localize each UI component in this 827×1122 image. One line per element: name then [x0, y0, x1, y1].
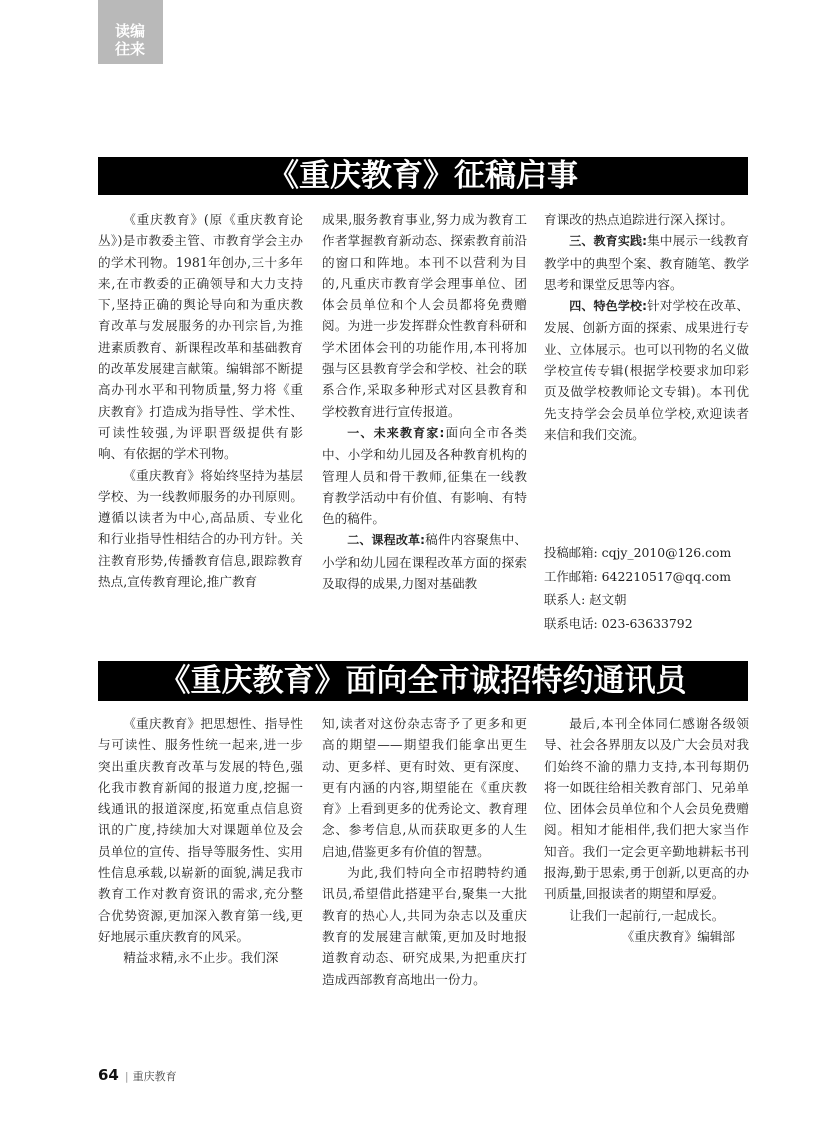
paragraph: 《重庆教育》将始终坚持为基层学校、为一线教师服务的办刊原则。遵循以读者为中心,高品质、专业化和行业指导性相结合的办刊方针。关注教育形势,传播教育信息,跟踪教育热点,宣传教育理论,推广教育 [98, 467, 303, 590]
section-body: 面向全市各类中、小学和幼儿园及各种教育机构的管理人员和骨干教师,征集在一线教育教学活动中有价值、有影响、有特色的稿件。 [322, 424, 527, 527]
submission-email: 投稿邮箱: cqjy_2010@126.com [544, 545, 732, 560]
article1-column-2 [322, 209, 527, 594]
article2-column-1 [98, 713, 303, 969]
paragraph: 《重庆教育》把思想性、指导性与可读性、服务性统一起来,进一步突出重庆教育改革与发展的特色,强化我市教育新闻的报道力度,挖掘一线通讯的报道深度,拓宽重点信息资讯的广度,持续加大对课题单位及会员单位的宣传、指导等服务性、实用性信息承载,以崭新的面貌,满足我市教育工作对教育资讯的需求,充分整合优势资源,更加深入教育第一线,更好地展示重庆教育的风采。 [98, 716, 303, 944]
section-tag-line1: 读编 [115, 22, 146, 40]
section-body: 针对学校在改革、发展、创新方面的探索、成果进行专业、立体展示。也可以刊物的名义做学校宣传专辑(根据学校要求加印彩页及做学校教师论文专辑)。本刊优先支持学会会员单位学校,欢迎读者来信和我们交流。 [544, 298, 749, 442]
paragraph: 成果,服务教育事业,努力成为教育工作者掌握教育新动态、探索教育前沿的窗口和阵地。本刊不以营利为目的,凡重庆市教育学会理事单位、团体会员单位和个人会员都将免费赠阅。为进一步发挥群众性教育科研和学术团体会刊的功能作用,本刊将加强与区县教育学会和学校、社会的联系合作,采取多种形式对区县教育和学校教育进行宣传报道。 [322, 212, 527, 419]
section-heading: 四、特色学校: [569, 299, 647, 314]
article1-column-3 [544, 209, 749, 445]
paragraph [544, 295, 749, 445]
paragraph: 让我们一起前行,一起成长。 [569, 907, 725, 923]
section-heading: 三、教育实践: [569, 234, 647, 249]
paragraph [322, 422, 527, 529]
journal-name: 重庆教育 [132, 1070, 177, 1083]
page-footer [98, 1066, 177, 1084]
paragraph: 为此,我们特向全市招聘特约通讯员,希望借此搭建平台,聚集一大批教育的热心人,共同为杂志以及重庆教育的发展建言献策,更加及时地报道教育动态、研究成果,为把重庆打造成西部教育高地出一份力。 [322, 865, 527, 987]
section-tag-line2: 往来 [115, 40, 146, 58]
section-heading: 一、未来教育家: [347, 425, 445, 440]
paragraph: 知,读者对这份杂志寄予了更多和更高的期望——期望我们能拿出更生动、更多样、更有时效、更有深度、更有内涵的内容,期望能在《重庆教育》上看到更多的优秀论文、教育理念、参考信息,从而获取更多的人生启迪,借鉴更多有价值的智慧。 [322, 716, 527, 859]
section-body: 稿件内容聚焦中、小学和幼儿园在课程改革方面的探索及取得的成果,力图对基础教 [322, 532, 527, 592]
work-email: 工作邮箱: 642210517@qq.com [544, 568, 731, 584]
signature: 《重庆教育》编辑部 [621, 928, 735, 944]
paragraph: 精益求精,永不止步。我们深 [123, 950, 279, 966]
paragraph: 育课改的热点追踪进行深入探讨。 [544, 212, 733, 227]
footer-separator: | [124, 1070, 129, 1083]
article2-title: 《重庆教育》面向全市诚招特约通讯员 [98, 661, 748, 701]
article2-column-3 [544, 713, 749, 947]
contact-phone: 联系电话: 023-63633792 [544, 615, 693, 631]
paragraph: 《重庆教育》(原《重庆教育论丛》)是市教委主管、市教育学会主办的学术刊物。1981年创办,三十多年来,在市教委的正确领导和大力支持下,坚持正确的舆论导向和为重庆教育改革与发展服务的办刊宗旨,为推进素质教育、新课程改革和基础教育的改革发展建言献策。编辑部不断提高办刊水平和刊物质量,努力将《重庆教育》打造成为指导性、学术性、可读性较强,为评职晋级提供有影响、有依据的学术刊物。 [98, 212, 303, 462]
paragraph [322, 529, 527, 594]
section-tag [98, 0, 163, 64]
section-heading: 二、课程改革: [347, 533, 425, 548]
section-body: 集中展示一线教育教学中的典型个案、教育随笔、教学思考和课堂反思等内容。 [544, 233, 749, 292]
page-number: 64 [98, 1066, 119, 1084]
article1-column-1 [98, 209, 303, 592]
contact-info [544, 541, 754, 635]
article1-title: 《重庆教育》征稿启事 [98, 157, 748, 195]
paragraph [544, 230, 749, 295]
article2-column-2 [322, 713, 527, 990]
contact-person: 联系人: 赵文朝 [544, 592, 627, 607]
paragraph: 最后,本刊全体同仁感谢各级领导、社会各界朋友以及广大会员对我们始终不渝的鼎力支持,本刊每期仍将一如既往给相关教育部门、兄弟单位、团体会员单位和个人会员免费赠阅。相知才能相伴,我们把大家当作知音。我们一定会更辛勤地耕耘书刊报海,勤于思索,勇于创新,以更高的办刊质量,回报读者的期望和厚爱。 [544, 716, 749, 902]
